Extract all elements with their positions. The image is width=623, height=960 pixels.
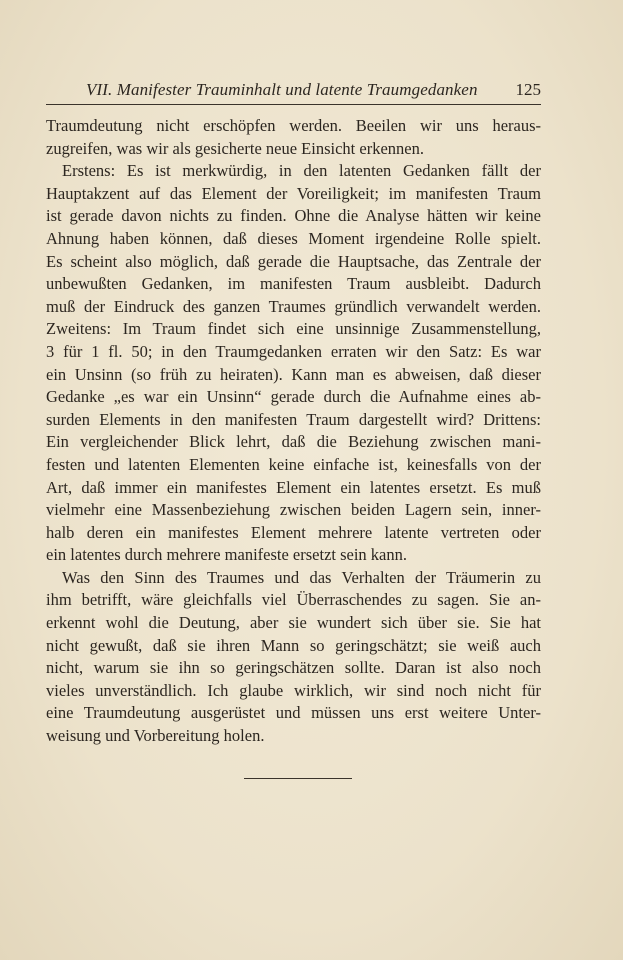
text-line: ein Unsinn (so früh zu heiraten). Kann man es abweisen, daß dieser (46, 364, 541, 384)
text-line: Art, daß immer ein manifestes Element ein latentes ersetzt. Es muß (46, 477, 541, 497)
text-line: vieles unverständlich. Ich glaube wirklich, wir sind noch nicht für (46, 680, 541, 700)
text-line: Gedanke „es war ein Unsinn“ gerade durch die Aufnahme eines ab- (46, 387, 541, 407)
page-number: 125 (515, 80, 541, 99)
text-line: muß der Eindruck des ganzen Traumes gründlich verwandelt werden. (46, 296, 541, 316)
text-line: vielmehr eine Massenbeziehung zwischen beiden Lagern sein, inner- (46, 500, 541, 520)
text-line: zugreifen, was wir als gesicherte neue Einsicht erkennen. (46, 138, 424, 158)
text-line: Erstens: Es ist merkwürdig, in den latenten Gedanken fällt der (62, 161, 541, 181)
text-line: unbewußten Gedanken, im manifesten Traum ausbleibt. Dadurch (46, 274, 541, 294)
text-line: 3 für 1 fl. 50; in den Traumgedanken erraten wir den Satz: Es war (46, 341, 541, 361)
text-line: nicht, warum sie ihn so geringschätzen sollte. Daran ist also noch (46, 658, 541, 678)
running-head (46, 80, 541, 105)
text-line: surden Elements in den manifesten Traum dargestellt wird? Drittens: (46, 409, 541, 429)
text-line: halb deren ein manifestes Element mehrere latente vertreten oder (46, 522, 541, 542)
text-line: Ein vergleichender Blick lehrt, daß die Beziehung zwischen mani- (46, 432, 541, 452)
text-line: nicht gewußt, daß sie ihren Mann so geringschätzt; sie weiß auch (46, 635, 541, 655)
text-line: Zweitens: Im Traum findet sich eine unsinnige Zusammenstellung, (46, 319, 541, 339)
text-line: ist gerade davon nichts zu finden. Ohne die Analyse hätten wir keine (46, 206, 541, 226)
text-line: Hauptakzent auf das Element der Voreiligkeit; im manifesten Traum (46, 183, 541, 203)
section-end-rule (244, 778, 352, 779)
text-line: erkennt wohl die Deutung, aber sie wundert sich über sie. Sie hat (46, 613, 541, 633)
text-line: festen und latenten Elementen keine einfache ist, keinesfalls von der (46, 454, 541, 474)
text-line: ein latentes durch mehrere manifeste ersetzt sein kann. (46, 545, 408, 565)
text-line: ihm betrifft, wäre gleichfalls viel Überraschendes zu sagen. Sie an- (46, 590, 541, 610)
text-line: Es scheint also möglich, daß gerade die Hauptsache, das Zentrale der (46, 251, 541, 271)
text-line: weisung und Vorbereitung holen. (46, 726, 265, 746)
text-line: Traumdeutung nicht erschöpfen werden. Beeilen wir uns heraus- (46, 116, 541, 135)
chapter-title: VII. Manifester Trauminhalt und latente Traumgedanken (86, 80, 478, 99)
body-text (46, 115, 541, 748)
text-line: Ahnung haben können, daß dieses Moment irgendeine Rolle spielt. (46, 228, 541, 248)
text-line: eine Traumdeutung ausgerüstet und müssen uns erst weitere Unter- (46, 703, 541, 723)
text-line: Was den Sinn des Traumes und das Verhalten der Träumerin zu (62, 567, 541, 587)
